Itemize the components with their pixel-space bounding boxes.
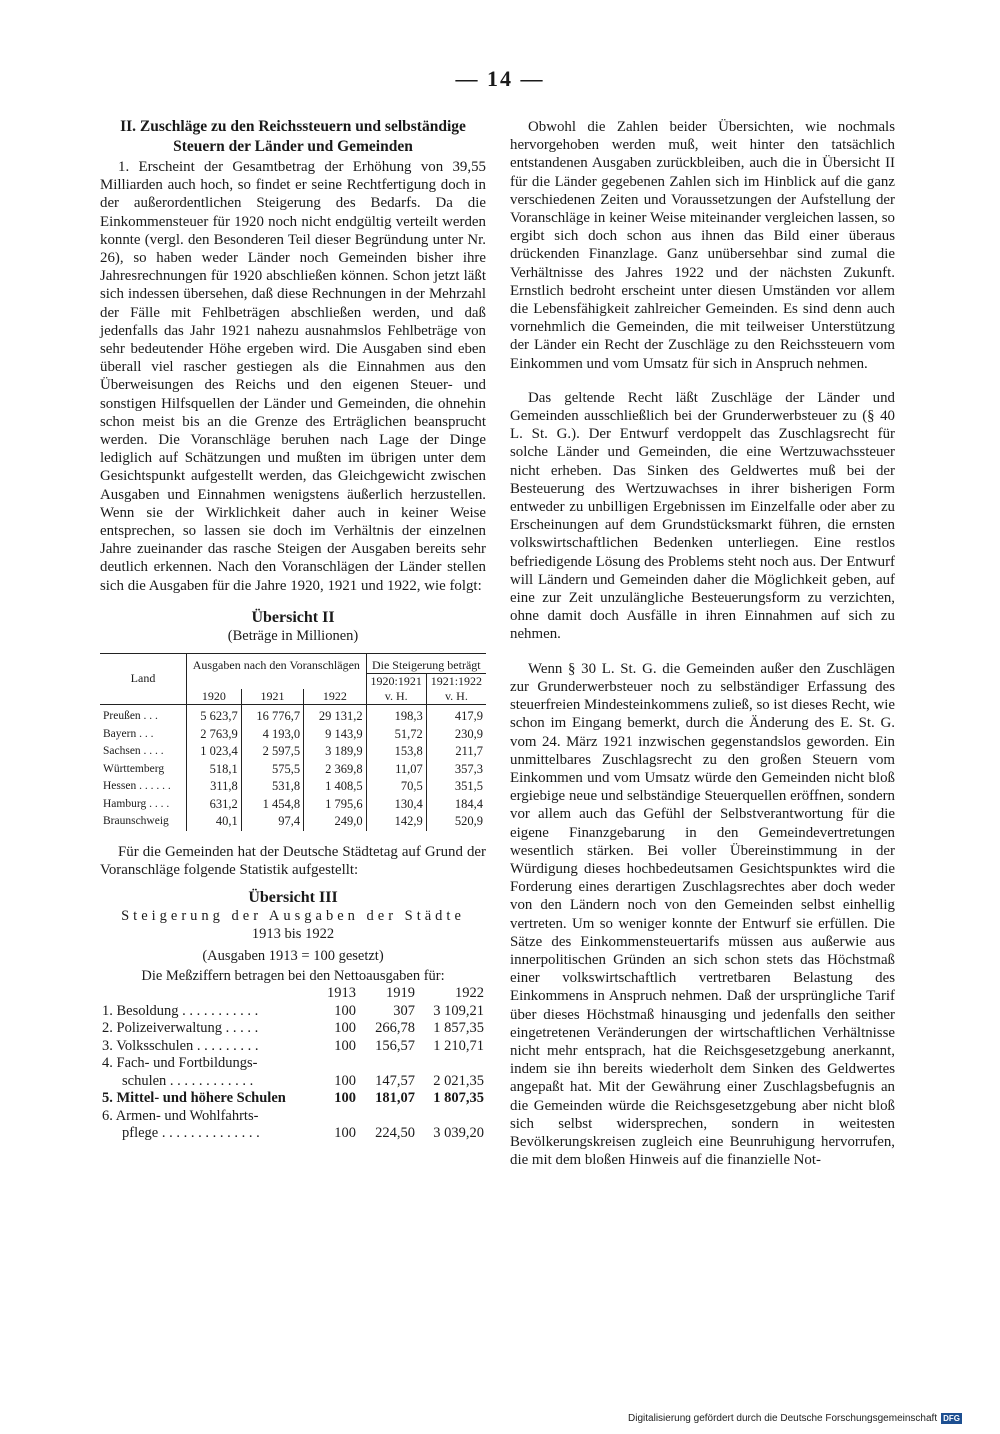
table-uebersicht-3 (100, 985, 486, 1143)
col-header-steigerung: Die Steigerung beträgt (366, 653, 486, 673)
cell-v1913: 100 (334, 1072, 356, 1089)
cell-land: Hamburg . . . . (103, 797, 170, 810)
cell-s1: 142,9 (366, 813, 426, 831)
cell-s2: 357,3 (426, 761, 486, 779)
cell-a1920: 518,1 (187, 761, 242, 779)
cell-s1: 51,72 (366, 726, 426, 744)
cell-s1: 198,3 (366, 708, 426, 726)
cell-label: 6. Armen- und Wohlfahrts- (102, 1107, 259, 1124)
table3-subtitle-2: 1913 bis 1922 (251, 926, 335, 943)
col-header-vh-1: v. H. (366, 689, 426, 705)
t3-header-1919: 1919 (386, 985, 415, 1002)
left-paragraph-2: Für die Gemeinden hat der Deutsche Städtetag auf Grund der Voranschläge folgende Statistik aufgestellt: (100, 843, 486, 879)
cell-a1922: 1 795,6 (304, 796, 366, 814)
cell-v1919: 266,78 (375, 1020, 415, 1037)
cell-land: Bayern . . . (103, 727, 154, 740)
cell-v1922: 1 857,35 (433, 1020, 484, 1037)
cell-a1921: 4 193,0 (241, 726, 303, 744)
right-column (510, 118, 895, 1169)
cell-v1913: 100 (334, 1037, 356, 1054)
table-row (100, 743, 486, 761)
cell-s2: 520,9 (426, 813, 486, 831)
cell-label: 5. Mittel- und höhere Schulen (102, 1090, 286, 1107)
cell-v1922 (417, 1055, 486, 1073)
cell-s2: 211,7 (426, 743, 486, 761)
cell-a1922: 3 189,9 (304, 743, 366, 761)
table3-subtitle-1: Steigerung der Ausgaben der Städte (121, 908, 465, 925)
table-uebersicht-2 (100, 653, 486, 831)
cell-v1919: 224,50 (375, 1125, 415, 1142)
table-row (100, 1108, 486, 1126)
cell-land: Sachsen . . . . (103, 745, 164, 758)
table2-subtitle: (Beträge in Millionen) (227, 627, 359, 644)
cell-label: 1. Besoldung . . . . . . . . . . . (102, 1002, 259, 1019)
col-header-1920-1921: 1920:1921 (366, 673, 426, 689)
cell-label: schulen . . . . . . . . . . . . (122, 1072, 254, 1089)
cell-a1922: 1 408,5 (304, 778, 366, 796)
table-row (100, 813, 486, 831)
cell-v1922: 3 109,21 (433, 1002, 484, 1019)
cell-land: Braunschweig (103, 815, 169, 828)
table-row (100, 708, 486, 726)
section-heading-line1: II. Zuschläge zu den Reichssteuern und selbständige (120, 118, 466, 135)
table-row (100, 778, 486, 796)
cell-v1922 (417, 1108, 486, 1126)
cell-s1: 130,4 (366, 796, 426, 814)
cell-v1922: 1 210,71 (433, 1037, 484, 1054)
cell-v1922: 1 807,35 (433, 1090, 484, 1107)
footer-text: Digitalisierung gefördert durch die Deutsche Forschungsgemeinschaft (628, 1413, 938, 1424)
left-paragraph-1: 1. Erscheint der Gesamtbetrag der Erhöhung von 39,55 Milliarden auch hoch, so findet er seine Rechtfertigung doch in der außerordentlichen Steigerung des Bedarfs. Da die Einkommensteuer für 1920 noch nicht endgültig verteilt werden konnte (vergl. den Besonderen Teil dieser Begründung unter Nr. 26), so haben weder Länder noch Gemeinden bisher ihre Jahresrechnungen für 1920 abschließen können. Schon jetzt läßt sich indessen übersehen, daß diese Rechnungen in der Mehrzahl der Fälle mit Fehlbeträgen abschließen werden, und daß jedenfalls das Jahr 1921 nahezu ausnahmslos Fehlbeträge von sehr bedeutender Höhe ergeben wird. Die Ausgaben sind eben überall viel rascher gestiegen als die Einnahmen aus den Überweisungen des Reichs und den eigenen Steuer- und sonstigen Hilfsquellen der Länder und Gemeinden, die ohnehin schon meist bis an die Grenze des Erträglichen beansprucht werden. Die Voranschläge beruhen nach Lage der Dinge lediglich auf Schätzungen und mußten im übrigen unter dem Gesichtspunkt aufgestellt werden, das Gleichgewicht zwischen Ausgaben und Einnahmen wenigstens äußerlich herzustellen. Wenn sie der Wirklichkeit daher auch in keiner Weise entsprechen, so lassen sie doch im Verhältnis der einzelnen Jahre zueinander das rasche Steigen der Ausgaben bereits sehr deutlich erkennen. Nach den Voranschlägen der Länder stellen sich die Ausgaben für die Jahre 1920, 1921 und 1922, wie folgt: (100, 159, 486, 594)
cell-a1920: 311,8 (187, 778, 242, 796)
cell-v1913: 100 (334, 1002, 356, 1019)
col-header-1922: 1922 (304, 689, 366, 705)
cell-v1919: 181,07 (375, 1090, 415, 1107)
cell-a1920: 631,2 (187, 796, 242, 814)
col-header-1921-1922: 1921:1922 (426, 673, 486, 689)
cell-a1921: 2 597,5 (241, 743, 303, 761)
cell-a1921: 16 776,7 (241, 708, 303, 726)
table-row (100, 1020, 486, 1038)
footer-credit (628, 1413, 962, 1424)
left-column (100, 118, 486, 1143)
table-row (100, 726, 486, 744)
cell-s2: 417,9 (426, 708, 486, 726)
t3-header-1922: 1922 (455, 985, 484, 1002)
table3-title: Übersicht III (248, 889, 338, 907)
col-header-land: Land (100, 653, 187, 704)
table3-subtitle-3: (Ausgaben 1913 = 100 gesetzt) (202, 948, 384, 965)
cell-v1913: 100 (334, 1090, 356, 1107)
table-row (100, 1073, 486, 1091)
col-header-ausgaben: Ausgaben nach den Voranschlägen (187, 653, 367, 673)
cell-label: 4. Fach- und Fortbildungs- (102, 1055, 258, 1072)
dfg-logo: DFG (943, 1414, 960, 1423)
cell-v1913: 100 (334, 1125, 356, 1142)
cell-a1921: 531,8 (241, 778, 303, 796)
cell-land: Württemberg (103, 762, 165, 775)
cell-v1919 (358, 1108, 417, 1126)
table-row (100, 761, 486, 779)
cell-a1920: 5 623,7 (187, 708, 242, 726)
table2-title: Übersicht II (251, 608, 335, 626)
table-row (100, 1090, 486, 1108)
page-number: — 14 — (455, 66, 545, 91)
cell-s2: 184,4 (426, 796, 486, 814)
cell-label: pflege . . . . . . . . . . . . . . (122, 1125, 260, 1142)
cell-v1913 (309, 1108, 358, 1126)
cell-s1: 11,07 (366, 761, 426, 779)
col-header-1920: 1920 (187, 689, 242, 705)
table3-intro: Die Meßziffern betragen bei den Nettoausgaben für: (141, 968, 445, 985)
cell-s1: 70,5 (366, 778, 426, 796)
col-header-vh-2: v. H. (426, 689, 486, 705)
table-row (100, 1003, 486, 1021)
cell-a1922: 29 131,2 (304, 708, 366, 726)
cell-a1921: 1 454,8 (241, 796, 303, 814)
cell-v1919: 156,57 (375, 1037, 415, 1054)
right-paragraph-2: Das geltende Recht läßt Zuschläge der Länder und Gemeinden ausschließlich bei der Grunderwerbsteuer zu (§ 40 L. St. G.). Der Entwurf verdoppelt das Zuschlagsrecht für solche Länder und Gemeinden, die eine Wertzuwachssteuer nicht erheben. Das Sinken des Geldwertes muß bei der Besteuerung des Wertzuwachses in ihrer bisherigen Form entweder zu unbilligen Ergebnissen im Einzelfalle oder aber zu Erscheinungen auf dem Grundstücksmarkt führen, die ernsten volkswirtschaftlichen Bedenken unterliegen. Eine restlos befriedigende Lösung des Problems steht noch aus. Der Entwurf will Ländern und Gemeinden daher die Möglichkeit geben, auf eine zur Zeit unzulängliche Besteuerungsform zu verzichten, ohne damit doch Ausfälle in ihren Einnahmen auf sich zu nehmen. (510, 389, 895, 643)
cell-label: 3. Volksschulen . . . . . . . . . (102, 1037, 259, 1054)
cell-s1: 153,8 (366, 743, 426, 761)
t3-header-1913: 1913 (327, 985, 356, 1002)
cell-v1913 (309, 1055, 358, 1073)
table-row (100, 1055, 486, 1073)
cell-s2: 230,9 (426, 726, 486, 744)
cell-a1920: 2 763,9 (187, 726, 242, 744)
section-heading-line2: Steuern der Länder und Gemeinden (173, 138, 413, 155)
cell-land: Preußen . . . (103, 710, 158, 723)
table-row (100, 1038, 486, 1056)
cell-a1921: 575,5 (241, 761, 303, 779)
col-header-1921: 1921 (241, 689, 303, 705)
right-paragraph-3: Wenn § 30 L. St. G. die Gemeinden außer den Zuschlägen zur Grunderwerbsteuer noch zu selbständiger Erfassung des steuerfreien Mindesteinkommens zuließ, so ist dieses Recht, wie schon im Eingang bemerkt, durch die Änderung des E. St. G. vom 24. März 1921 inzwischen gegenstandslos geworden. Ein unmittelbares Zuschlagsrecht zu den großen Steuern vom Einkommen und vom Umsatz würde den Gemeinden nicht bloß ergiebige neue und selbständige Steuerquellen eröffnen, sondern vor allem auch das Gefühl der Selbstverantwortung für die eigene Finanzgebarung in den Gemeindevertretungen wesentlich stärken. Bei voller Übereinstimmung in der Würdigung dieses hochbedeutsamen Gesichtspunktes wird die Forderung eines derartigen Zuschlagsrechtes aber doch weder von den Ländern noch von den Gemeinden selbst einhellig vertreten. Um so weniger konnte der Entwurf sie erfüllen. Die Sätze des Einkommensteuertarifs müssen aus außerwie aus innerpolitischen Gründen an sich schon stets das Höchstmaß einer volkswirtschaftlich vertretbaren Belastung des Einkommens in Anspruch nehmen. Daß der ursprüngliche Tarif über dieses Höchstmaß hinausging und jedenfalls den seither eingetretenen Veränderungen der wirtschaftlichen Verhältnisse nicht mehr entsprach, hat die Reichsgesetzgebung anerkannt, indem sie ihn bereits wiederholt dem Sinken des Geldwertes angepaßt hat. Mit der Gewährung einer Zuschlagsbefugnis an die Gemeinden würde die Reichsgesetzgebung aber nicht bloß sich selbst widersprechen, sondern in weitesten Bevölkerungskreisen zugleich eine Beunruhigung hervorrufen, die mit dem bloßen Hinweis auf die finanzielle Not- (510, 660, 895, 1169)
cell-label: 2. Polizeiverwaltung . . . . . (102, 1020, 259, 1037)
cell-s2: 351,5 (426, 778, 486, 796)
cell-v1919: 307 (393, 1002, 415, 1019)
cell-a1920: 40,1 (187, 813, 242, 831)
cell-a1922: 2 369,8 (304, 761, 366, 779)
cell-a1921: 97,4 (241, 813, 303, 831)
table-row (100, 1125, 486, 1143)
cell-v1919: 147,57 (375, 1072, 415, 1089)
cell-v1913: 100 (334, 1020, 356, 1037)
cell-a1922: 9 143,9 (304, 726, 366, 744)
cell-v1922: 3 039,20 (433, 1125, 484, 1142)
cell-v1922: 2 021,35 (433, 1072, 484, 1089)
right-paragraph-1: Obwohl die Zahlen beider Übersichten, wie nochmals hervorgehoben werden muß, weit hinter den tatsächlich entstandenen Ausgaben zurückbleiben, auch die in Übersicht II für die Länder gegebenen Zahlen sich im Hinblick auf die ganz verschiedenen Zeiten und Voraussetzungen der Aufstellung der Voranschläge in keiner Weise miteinander vergleichen lassen, so ergibt sich doch schon aus ihnen das Bild einer überaus drückenden Finanzlage. Ganz unübersehbar sind zumal die Verhältnisse des Jahres 1922 und der nächsten Zukunft. Ernstlich bedroht erscheint unter diesen Umständen vor allem die Lebensfähigkeit zahlreicher Gemeinden. Es sind denn auch vornehmlich die Gemeinden, die mit teilweiser Unterstützung der Länder ein Recht der Zuschläge zu den Reichssteuern vom Einkommen und vom Umsatz für sich in Anspruch nehmen. (510, 119, 895, 372)
cell-a1920: 1 023,4 (187, 743, 242, 761)
cell-land: Hessen . . . . . . (103, 780, 171, 793)
table-row (100, 796, 486, 814)
cell-a1922: 249,0 (304, 813, 366, 831)
cell-v1919 (358, 1055, 417, 1073)
